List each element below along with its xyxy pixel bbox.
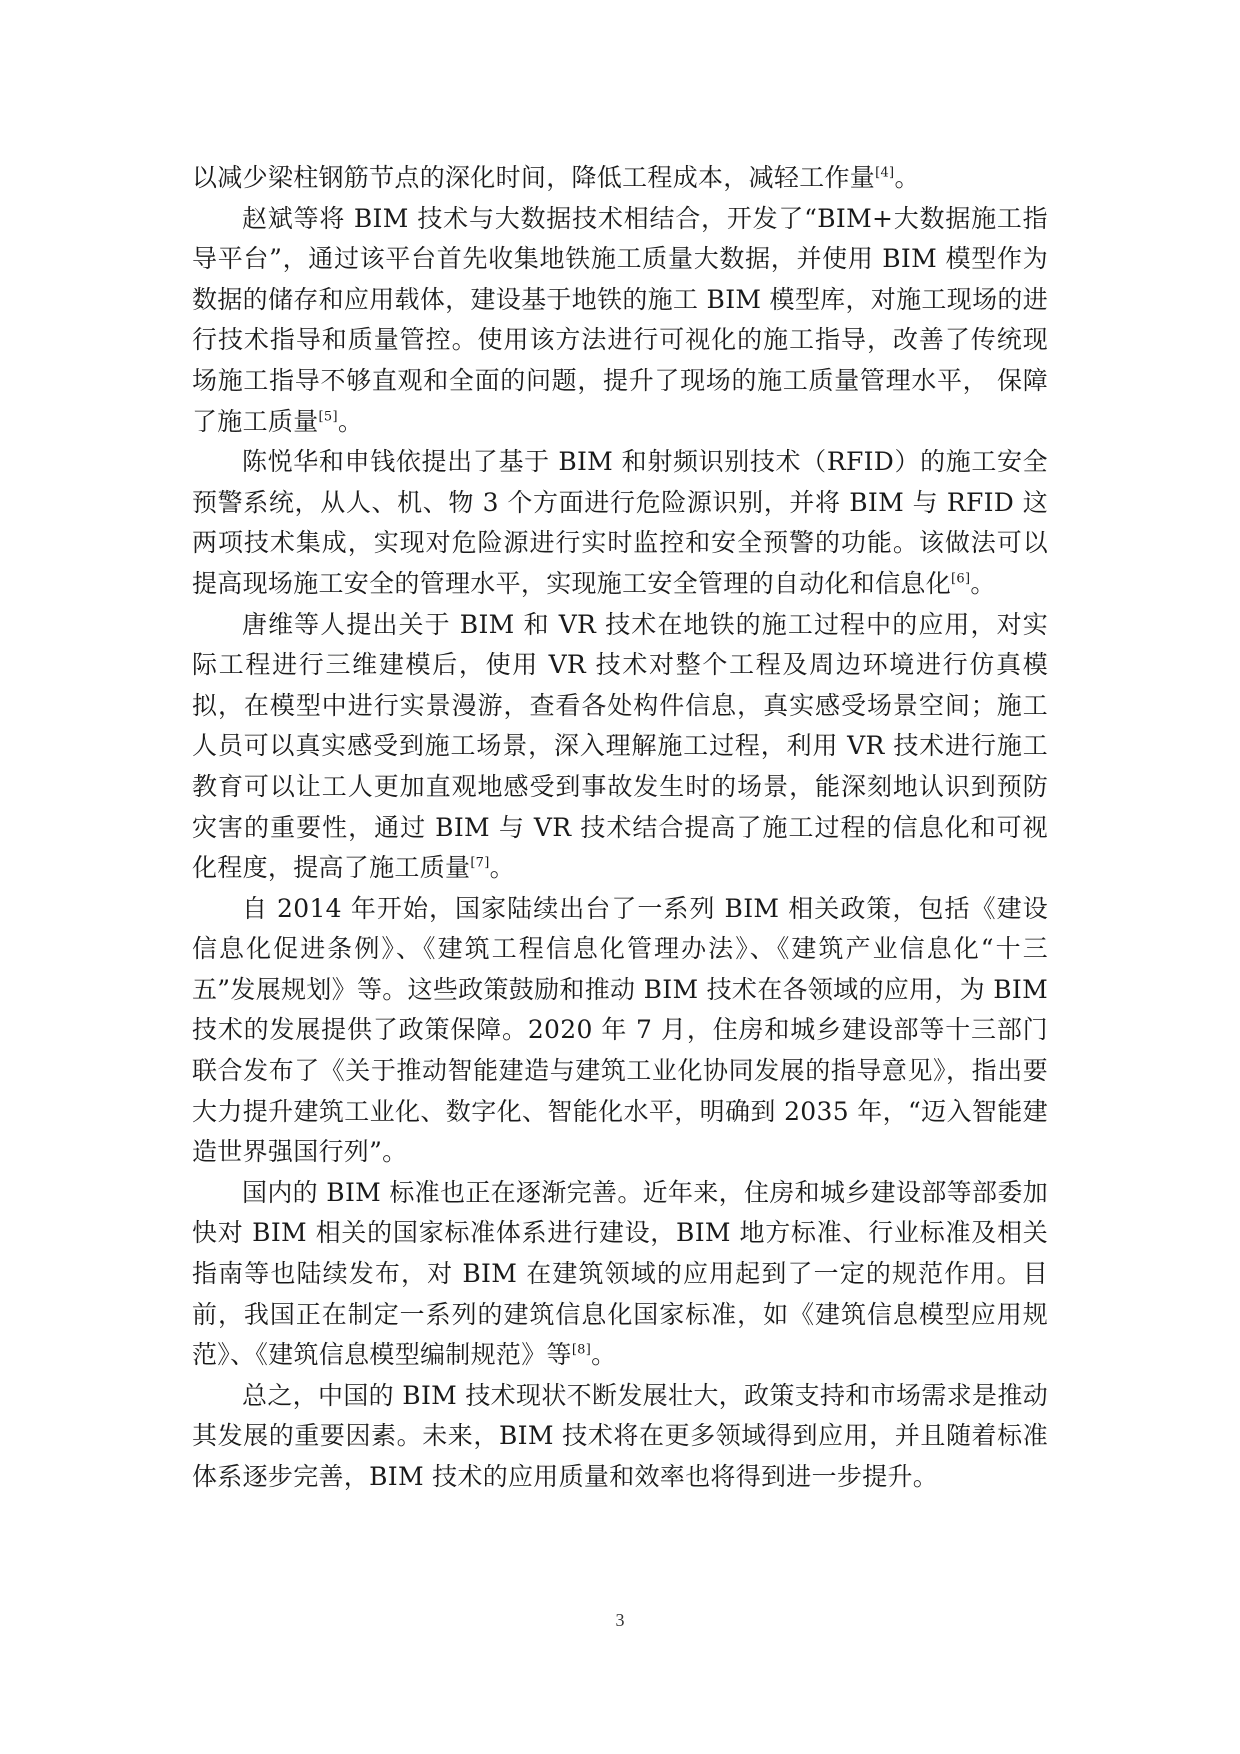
paragraph-6-end: 。 bbox=[591, 1340, 617, 1370]
paragraph-3-end: 。 bbox=[970, 568, 996, 598]
paragraph-7 bbox=[192, 1376, 1048, 1498]
paragraph-4-end: 。 bbox=[489, 853, 515, 883]
paragraph-1-end: 。 bbox=[894, 163, 920, 192]
document-body bbox=[192, 158, 1048, 1498]
paragraph-5-text: 自 2014 年开始，国家陆续出台了一系列 BIM 相关政策，包括《建设信息化促进条例》、《建筑工程信息化管理办法》、《建筑产业信息化“十三五”发展规划》等。这些政策鼓励和推动 BIM 技术在各领域的应用，为 BIM 技术的发展提供了政策保障。2020 年 7 月，住房和城乡建设部等十三部门联合发布了《关于推动智能建造与建筑工业化协同发展的指导意见》，指出要大力提升建筑工业化、数字化、智能化水平，明确到 2035 年，“迈入智能建造世界强国行列”。 bbox=[192, 893, 1048, 1167]
citation-7: [7] bbox=[470, 855, 490, 871]
paragraph-1-text: 以减少梁柱钢筋节点的深化时间，降低工程成本，减轻工作量 bbox=[192, 163, 876, 192]
page-number: 3 bbox=[615, 1610, 625, 1630]
paragraph-3 bbox=[192, 442, 1048, 604]
paragraph-2-end: 。 bbox=[337, 406, 364, 436]
paragraph-4 bbox=[192, 605, 1048, 889]
paragraph-3-text: 陈悦华和申钱依提出了基于 BIM 和射频识别技术（RFID）的施工安全预警系统，从人、机、物 3 个方面进行危险源识别，并将 BIM 与 RFID 这两项技术集成，实现对危险源进行实时监控和安全预警的功能。该做法可以提高现场施工安全的管理水平，实现施工安全管理的自动化和信息化 bbox=[192, 447, 1048, 598]
citation-4: [4] bbox=[875, 165, 895, 181]
citation-6: [6] bbox=[951, 571, 971, 587]
paragraph-5 bbox=[192, 889, 1048, 1173]
citation-5: [5] bbox=[318, 409, 338, 425]
paragraph-7-text: 总之，中国的 BIM 技术现状不断发展壮大，政策支持和市场需求是推动其发展的重要因素。未来，BIM 技术将在更多领域得到应用，并且随着标准体系逐步完善，BIM 技术的应用质量和效率也将得到进一步提升。 bbox=[192, 1380, 1048, 1491]
paragraph-6-text: 国内的 BIM 标准也正在逐渐完善。近年来，住房和城乡建设部等部委加快对 BIM 相关的国家标准体系进行建设，BIM 地方标准、行业标准及相关指南等也陆续发布，对 BIM 在建筑领域的应用起到了一定的规范作用。目前，我国正在制定一系列的建筑信息化国家标准，如《建筑信息模型应用规范》、《建筑信息模型编制规范》等 bbox=[192, 1177, 1048, 1370]
paragraph-1 bbox=[192, 158, 1048, 199]
paragraph-2-text: 赵斌等将 BIM 技术与大数据技术相结合，开发了“BIM+大数据施工指导平台”，通过该平台首先收集地铁施工质量大数据，并使用 BIM 模型作为数据的储存和应用载体，建设基于地铁的施工 BIM 模型库，对施工现场的进行技术指导和质量管控。使用该方法进行可视化的施工指导，改善了传统现场施工指导不够直观和全面的问题，提升了现场的施工质量管理水平， 保障了施工质量 bbox=[192, 203, 1048, 436]
paragraph-4-text: 唐维等人提出关于 BIM 和 VR 技术在地铁的施工过程中的应用，对实际工程进行三维建模后，使用 VR 技术对整个工程及周边环境进行仿真模拟，在模型中进行实景漫游，查看各处构件信息，真实感受场景空间；施工人员可以真实感受到施工场景，深入理解施工过程，利用 VR 技术进行施工教育可以让工人更加直观地感受到事故发生时的场景，能深刻地认识到预防灾害的重要性，通过 BIM 与 VR 技术结合提高了施工过程的信息化和可视化程度，提高了施工质量 bbox=[192, 609, 1048, 883]
paragraph-6 bbox=[192, 1173, 1048, 1376]
citation-8: [8] bbox=[571, 1342, 592, 1358]
paragraph-2 bbox=[192, 199, 1048, 443]
